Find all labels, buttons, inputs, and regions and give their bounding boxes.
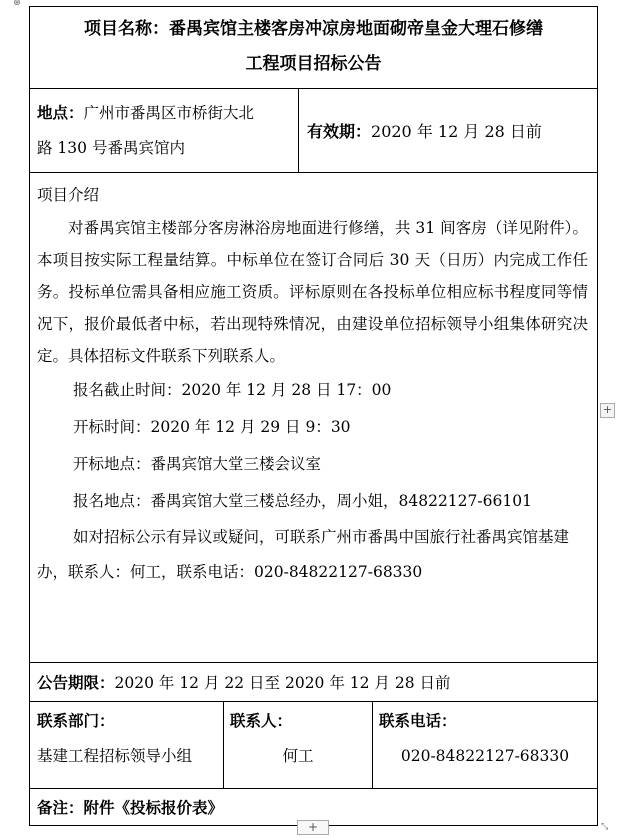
period-row — [30, 663, 597, 702]
add-row-button[interactable]: + — [297, 820, 329, 835]
announcement-table — [29, 6, 598, 826]
title-line-1 — [30, 12, 597, 47]
dept-label: 联系部门： — [37, 711, 115, 730]
dept-value: 基建工程招标领导小组 — [37, 747, 193, 765]
intro-heading: 项目介绍 — [37, 186, 100, 204]
intro-cell — [30, 173, 597, 663]
person-value: 何工 — [282, 747, 314, 765]
signup-place-line: 报名地点：番禺宾馆大堂三楼总经办，周小姐，84822127-66101 — [73, 492, 532, 510]
contact-row — [30, 702, 597, 789]
resize-corner-icon[interactable]: ⤡ — [601, 822, 609, 832]
location-validity-row — [30, 89, 597, 173]
intro-body: 对番禺宾馆主楼部分客房淋浴房地面进行修缮，共 31 间客房（详见附件）。本项目按实际工程量结算。中标单位在签订合同后 30 天（日历）内完成工作任务。投标单位需具备相应施工资质。评标原则在各投标单位相应标书程度同等情况下，报价最低者中标，若出现特殊情况，由建设单位招标领导小组集体研究决定。具体招标文件联系下列联系人。 — [37, 219, 588, 365]
open-time-line: 开标时间：2020 年 12 月 29 日 9：30 — [73, 418, 351, 436]
phone-value: 020-84822127-68330 — [400, 747, 570, 765]
location-line-2: 路 130 号番禺宾馆内 — [37, 139, 185, 157]
dept-cell — [30, 702, 224, 788]
period-value: 2020 年 12 月 22 日至 2020 年 12 月 28 日前 — [114, 674, 451, 692]
person-cell — [224, 702, 373, 788]
validity-cell — [299, 89, 597, 172]
add-column-button[interactable]: + — [600, 403, 615, 418]
note-label: 备注： — [37, 798, 84, 817]
validity-label: 有效期： — [307, 122, 372, 141]
note-value: 附件《投标报价表》 — [83, 798, 224, 817]
title-line-2: 工程项目招标公告 — [245, 54, 382, 74]
open-place-line: 开标地点：番禺宾馆大堂三楼会议室 — [73, 455, 322, 473]
location-cell — [30, 89, 299, 172]
title-label: 项目名称： — [84, 19, 169, 39]
location-line-1: 广州市番禺区市桥街大北 — [83, 104, 255, 122]
validity-value: 2020 年 12 月 28 日前 — [371, 122, 542, 141]
title-text: 番禺宾馆主楼客房冲凉房地面砌帝皇金大理石修缮 — [169, 19, 543, 39]
table-move-handle-icon[interactable]: ⊕ — [13, 0, 21, 8]
title-row — [30, 7, 597, 89]
location-label: 地点： — [37, 103, 84, 122]
phone-cell — [373, 702, 597, 788]
period-label: 公告期限： — [37, 673, 115, 692]
person-label: 联系人： — [230, 711, 293, 730]
phone-label: 联系电话： — [379, 711, 457, 730]
deadline-line: 报名截止时间：2020 年 12 月 28 日 17：00 — [73, 381, 392, 399]
objection-line: 如对招标公示有异议或疑问，可联系广州市番禺中国旅行社番禺宾馆基建办，联系人：何工，联系电话：020-84822127-68330 — [37, 528, 570, 581]
